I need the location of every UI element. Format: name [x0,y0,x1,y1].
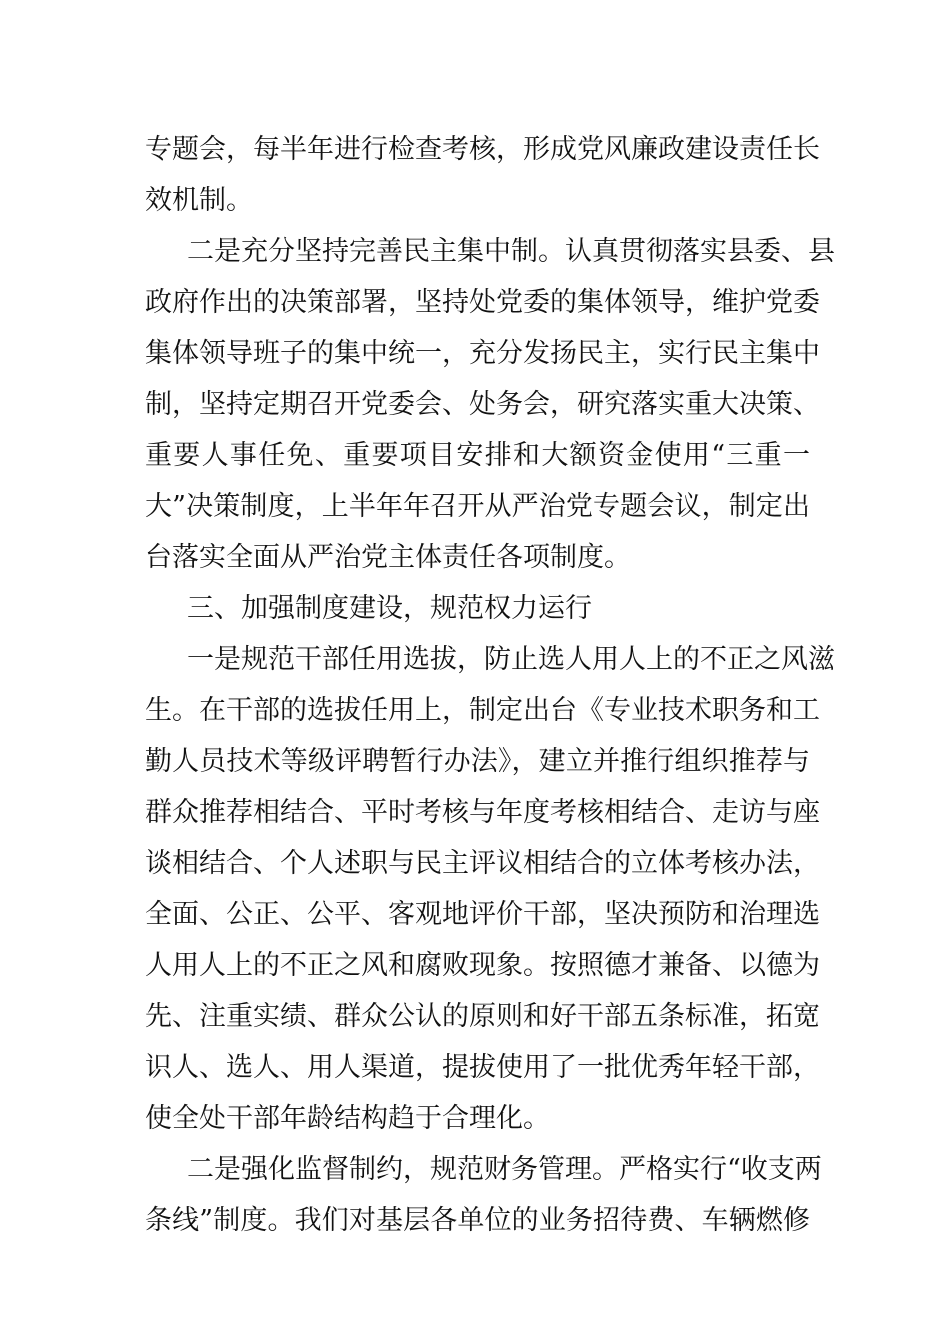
text-line: 谈相结合、个人述职与民主评议相结合的立体考核办法， [145,848,820,879]
text-line: 识人、选人、用人渠道，提拔使用了一批优秀年轻干部， [145,1052,820,1083]
text-line: 全面、公正、公平、客观地评价干部，坚决预防和治理选 [145,899,820,930]
text-line: 政府作出的决策部署，坚持处党委的集体领导，维护党委 [145,287,820,318]
text-line: 集体领导班子的集中统一，充分发扬民主，实行民主集中 [145,338,820,369]
text-line: 条线”制度。我们对基层各单位的业务招待费、车辆燃修 [145,1205,810,1236]
text-line: 勤人员技术等级评聘暂行办法》，建立并推行组织推荐与 [145,746,810,777]
text-line: 二是充分坚持完善民主集中制。认真贯彻落实县委、县 [187,236,835,267]
text-line: 一是规范干部任用选拔，防止选人用人上的不正之风滋 [187,644,835,675]
text-line: 生。在干部的选拔任用上，制定出台《专业技术职务和工 [145,695,820,726]
text-line: 专题会，每半年进行检查考核，形成党风廉政建设责任长 [145,134,820,165]
text-line: 人用人上的不正之风和腐败现象。按照德才兼备、以德为 [145,950,820,981]
section-heading: 三、加强制度建设，规范权力运行 [187,593,592,624]
text-line: 效机制。 [145,185,253,216]
text-line: 台落实全面从严治党主体责任各项制度。 [145,542,631,573]
text-line: 重要人事任免、重要项目安排和大额资金使用“三重一 [145,440,810,471]
text-line: 大”决策制度，上半年年召开从严治党专题会议，制定出 [145,491,810,522]
text-line: 制，坚持定期召开党委会、处务会，研究落实重大决策、 [145,389,820,420]
text-line: 群众推荐相结合、平时考核与年度考核相结合、走访与座 [145,797,820,828]
text-line: 使全处干部年龄结构趋于合理化。 [145,1103,550,1134]
text-line: 先、注重实绩、群众公认的原则和好干部五条标准，拓宽 [145,1001,820,1032]
text-line: 二是强化监督制约，规范财务管理。严格实行“收支两 [187,1154,822,1185]
